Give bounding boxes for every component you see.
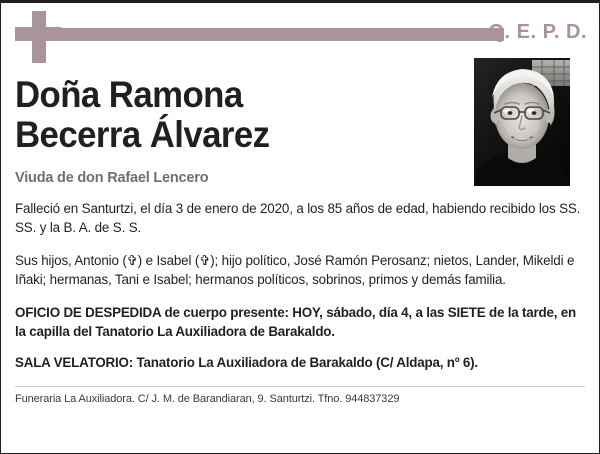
notice-header bbox=[1, 3, 599, 61]
surviving-family-paragraph: Sus hijos, Antonio (✞) e Isabel (✞); hijo político, José Ramón Perosanz; nietos, Lander, Mikeldi e Iñaki; hermanas, Tani e Isabel; hermanos políticos, sobrinos, primos y demás familia. bbox=[15, 252, 575, 287]
qepd-abbreviation: Q. E. P. D. bbox=[488, 21, 587, 43]
spouse-relation-line: Viuda de don Rafael Lencero bbox=[15, 169, 209, 186]
deceased-name-block bbox=[15, 75, 465, 155]
cross-horizontal-bar bbox=[15, 27, 61, 41]
deceased-surnames: Becerra Álvarez bbox=[15, 113, 270, 155]
header-rule-bar bbox=[61, 28, 504, 41]
deceased-given-name: Doña Ramona bbox=[15, 74, 243, 115]
funeral-service-paragraph: OFICIO DE DESPEDIDA de cuerpo presente: HOY, sábado, día 4, a las SIETE de la tarde, en la capilla del Tanatorio La Auxiliadora de Barakaldo. bbox=[15, 305, 577, 340]
portrait-graphic bbox=[474, 58, 570, 186]
latin-cross-icon bbox=[15, 11, 61, 63]
funeral-home-line: Funeraria La Auxiliadora. C/ J. M. de Barandiaran, 9. Santurtzi. Tfno. 944837329 bbox=[15, 393, 400, 406]
wake-room-paragraph: SALA VELATORIO: Tanatorio La Auxiliadora de Barakaldo (C/ Aldapa, nº 6). bbox=[15, 355, 478, 371]
deceased-portrait-photo bbox=[474, 58, 570, 186]
death-notice-paragraph: Falleció en Santurtzi, el día 3 de enero de 2020, a los 85 años de edad, habiendo recibido los SS. SS. y la B. A. de S. S. bbox=[15, 200, 581, 235]
